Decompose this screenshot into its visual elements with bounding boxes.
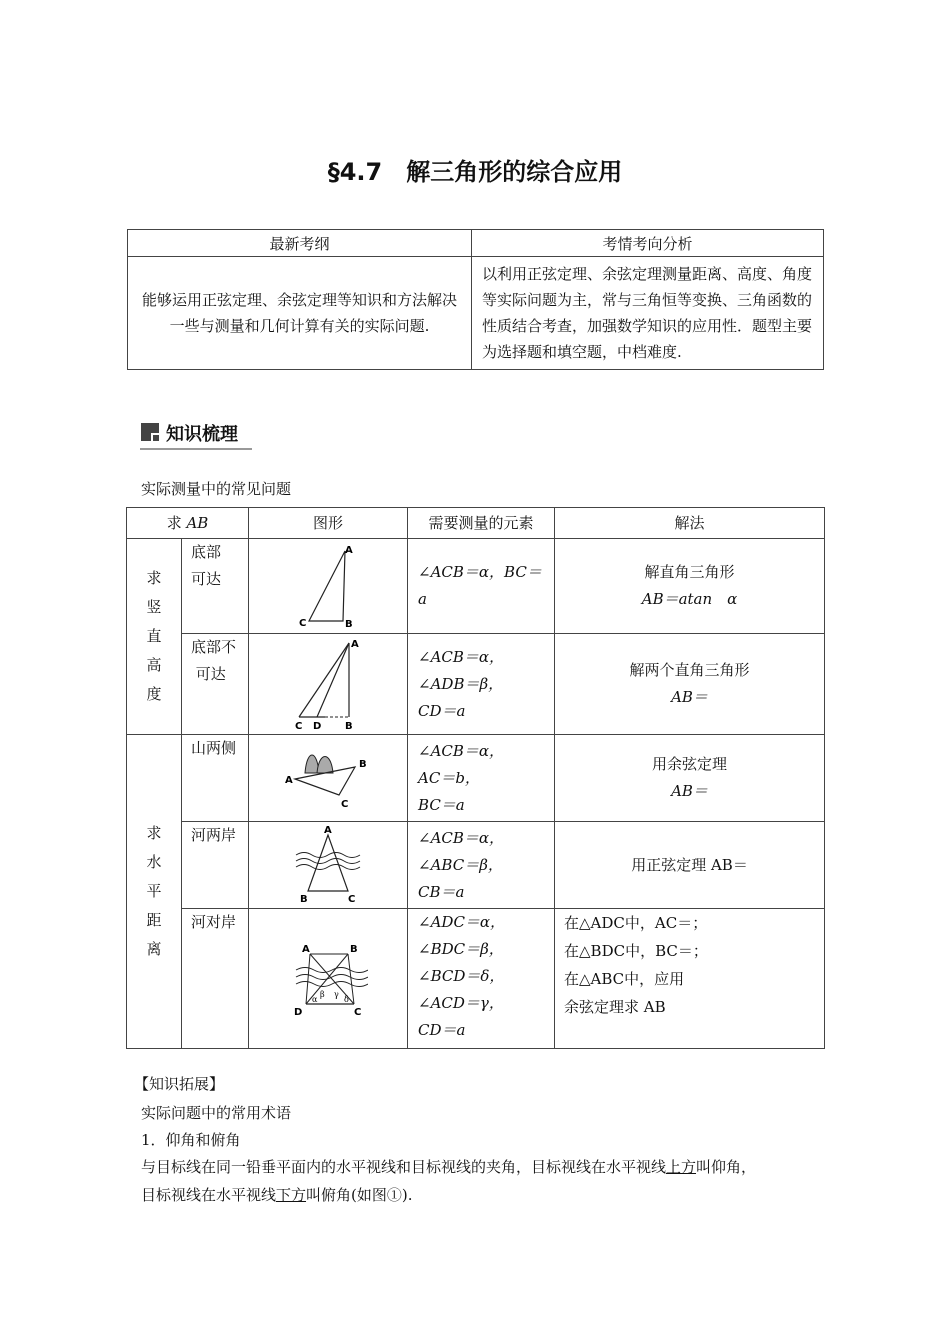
case-opposite-bank: 河对岸 [182, 909, 249, 1049]
method-opposite-bank: 在△ADC中，AC＝； 在△BDC中，BC＝； 在△ABC中，应用 余弦定理求 AB [555, 909, 825, 1049]
elements-opposite-bank: ∠ADC＝α， ∠BDC＝β， ∠BCD＝δ， ∠ACD＝γ， CD＝a [408, 909, 555, 1049]
case-mountain-sides: 山两侧 [182, 735, 249, 822]
extension-line2: 1．仰角和俯角 [141, 1131, 241, 1149]
elements-river-banks: ∠ACB＝α， ∠ABC＝β， CB＝a [408, 822, 555, 909]
method-bottom-unreachable: 解两个直角三角形 AB＝ [555, 634, 825, 735]
analysis-text: 以利用正弦定理、余弦定理测量距离、高度、角度等实际问题为主，常与三角恒等变换、三角函数的性质结合考查，加强数学知识的应用性．题型主要为选择题和填空题，中档难度. [472, 257, 824, 370]
figure-bottom-unreachable [249, 634, 408, 735]
extension-label: 【知识拓展】 [134, 1075, 225, 1093]
fig-label: C [299, 618, 307, 629]
svg-text:A: A [351, 639, 359, 650]
svg-text:B: B [359, 759, 367, 770]
case-bottom-unreachable: 底部不 可达 [182, 634, 249, 735]
page-title: §4.7 解三角形的综合应用 [327, 158, 623, 186]
method-bottom-reachable: 解直角三角形 AB＝atan α [555, 539, 825, 634]
syllabus-table [127, 229, 824, 370]
header-ab: 求 AB [127, 508, 249, 539]
svg-text:C: C [341, 799, 349, 810]
svg-text:A: A [285, 775, 293, 786]
group-vertical-height: 求 竖 直 高 度 [127, 539, 182, 735]
header-method: 解法 [555, 508, 825, 539]
table-caption: 实际测量中的常见问题 [141, 480, 292, 498]
syllabus-text: 能够运用正弦定理、余弦定理等知识和方法解决一些与测量和几何计算有关的实际问题. [128, 257, 472, 370]
svg-text:γ: γ [334, 989, 339, 999]
svg-text:A: A [302, 943, 310, 955]
measurement-table [126, 507, 825, 1049]
svg-text:β: β [320, 989, 325, 999]
section-heading [140, 418, 252, 450]
svg-text:C: C [348, 894, 356, 905]
svg-text:B: B [345, 721, 353, 731]
figure-mountain-sides [249, 735, 408, 822]
elements-mountain-sides: ∠ACB＝α， AC＝b， BC＝a [408, 735, 555, 822]
svg-text:C: C [354, 1006, 362, 1018]
svg-text:α: α [312, 994, 318, 1004]
elements-bottom-unreachable: ∠ACB＝α， ∠ADB＝β， CD＝a [408, 634, 555, 735]
case-bottom-reachable: 底部 可达 [182, 539, 249, 634]
figure-bottom-reachable [249, 539, 408, 634]
svg-text:C: C [295, 721, 303, 731]
extension-para-line2: 目标视线在水平视线下方叫俯角(如图①). [141, 1186, 413, 1204]
analysis-header: 考情考向分析 [472, 230, 824, 257]
fig-label: A [345, 545, 353, 556]
svg-text:B: B [350, 943, 358, 955]
header-figure: 图形 [249, 508, 408, 539]
section-heading-text: 知识梳理 [166, 424, 238, 445]
group-horizontal-distance: 求 水 平 距 离 [127, 735, 182, 1049]
svg-text:D: D [294, 1006, 303, 1018]
svg-text:B: B [300, 894, 308, 905]
fig-label: B [345, 619, 353, 629]
figure-opposite-bank [249, 909, 408, 1049]
extension-para-line1: 与目标线在同一铅垂平面内的水平视线和目标视线的夹角，目标视线在水平视线上方叫仰角， [141, 1158, 757, 1176]
header-elements: 需要测量的元素 [408, 508, 555, 539]
case-river-banks: 河两岸 [182, 822, 249, 909]
elements-bottom-reachable: ∠ACB＝α，BC＝ a [408, 539, 555, 634]
svg-text:D: D [313, 721, 322, 731]
svg-text:δ: δ [344, 994, 349, 1004]
method-river-banks: 用正弦定理 AB＝ [555, 822, 825, 909]
syllabus-header: 最新考纲 [128, 230, 472, 257]
figure-river-banks [249, 822, 408, 909]
svg-text:A: A [324, 825, 332, 836]
method-mountain-sides: 用余弦定理 AB＝ [555, 735, 825, 822]
extension-line1: 实际问题中的常用术语 [141, 1104, 292, 1122]
